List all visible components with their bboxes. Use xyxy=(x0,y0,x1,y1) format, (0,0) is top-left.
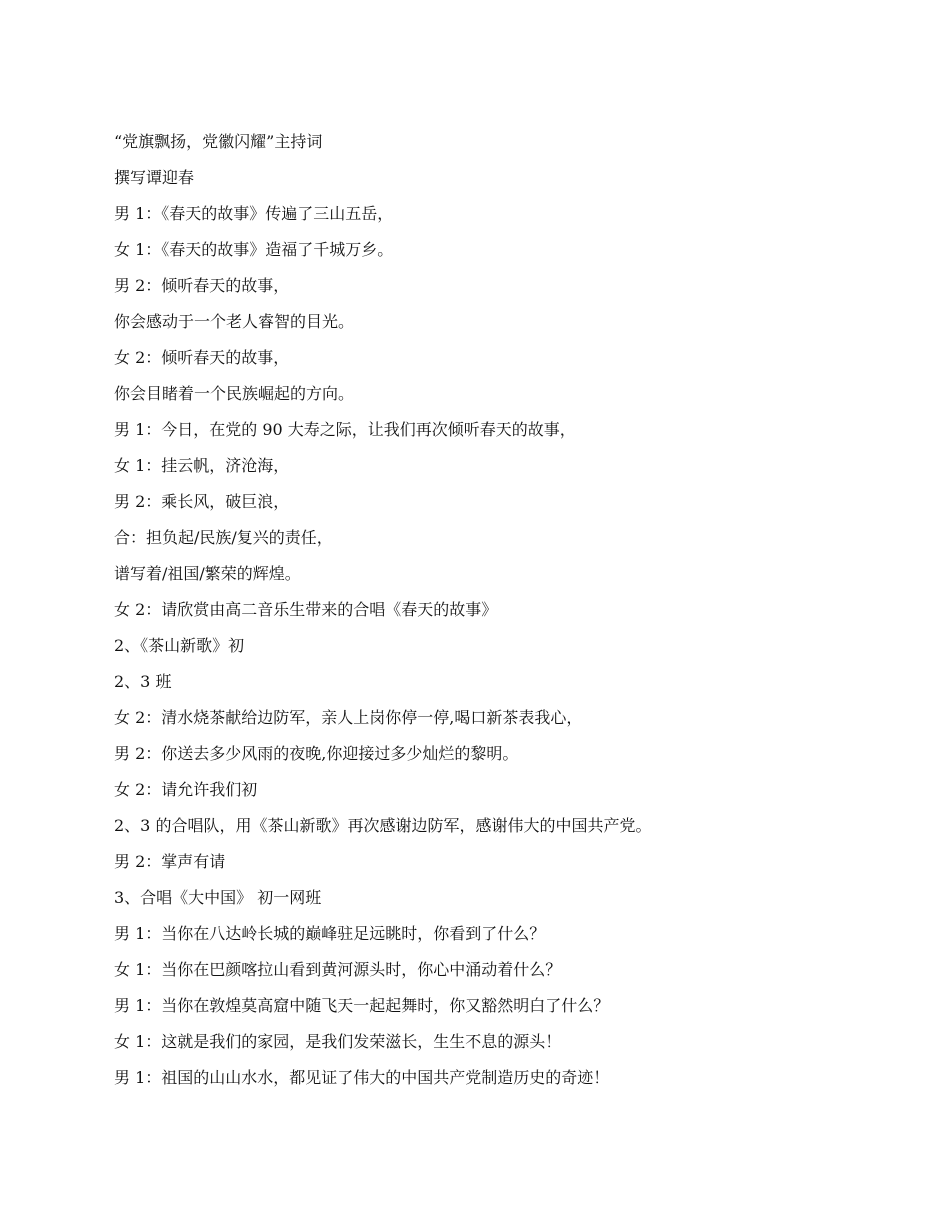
script-line: 男 2：倾听春天的故事， xyxy=(114,276,290,295)
script-line: 2、3 的合唱队，用《茶山新歌》再次感谢边防军，感谢伟大的中国共产党。 xyxy=(114,816,652,835)
script-line: 男 1：《春天的故事》传遍了三山五岳， xyxy=(114,204,394,223)
program-item-class: 2、3 班 xyxy=(114,672,172,691)
script-line: 男 2：乘长风，破巨浪， xyxy=(114,492,290,511)
script-line: 男 1：当你在敦煌莫高窟中随飞天一起起舞时，你又豁然明白了什么？ xyxy=(114,996,610,1015)
script-line: 女 2：清水烧茶献给边防军，亲人上岗你停一停,喝口新茶表我心， xyxy=(114,708,583,727)
script-line: 男 1：今日，在党的 90 大寿之际，让我们再次倾听春天的故事， xyxy=(114,420,576,439)
script-line: 男 2：掌声有请 xyxy=(114,852,226,871)
program-item-heading: 3、合唱《大中国》 初一网班 xyxy=(114,888,322,907)
script-line: 男 2：你送去多少风雨的夜晚,你迎接过多少灿烂的黎明。 xyxy=(114,744,519,763)
script-line: 女 1：《春天的故事》造福了千城万乡。 xyxy=(114,240,394,259)
script-line: 谱写着/祖国/繁荣的辉煌。 xyxy=(114,564,301,583)
script-line: 你会目睹着一个民族崛起的方向。 xyxy=(114,384,355,403)
script-line: 女 1：这就是我们的家园，是我们发荣滋长，生生不息的源头！ xyxy=(114,1032,562,1051)
document-title: “党旗飘扬，党徽闪耀”主持词 xyxy=(114,132,323,151)
script-line: 女 2：倾听春天的故事， xyxy=(114,348,290,367)
script-line: 合：担负起/民族/复兴的责任， xyxy=(114,528,333,547)
author-line: 撰写谭迎春 xyxy=(114,168,195,187)
script-line: 女 2：请允许我们初 xyxy=(114,780,258,799)
script-line: 女 1：当你在巴颜喀拉山看到黄河源头时，你心中涌动着什么？ xyxy=(114,960,562,979)
program-item-heading: 2、《茶山新歌》初 xyxy=(114,636,245,655)
document-body xyxy=(114,124,854,1096)
script-line: 女 1：挂云帆，济沧海， xyxy=(114,456,290,475)
script-line: 你会感动于一个老人睿智的目光。 xyxy=(114,312,355,331)
script-line: 男 1：祖国的山山水水，都见证了伟大的中国共产党制造历史的奇迹！ xyxy=(114,1068,610,1087)
script-line: 男 1：当你在八达岭长城的巅峰驻足远眺时，你看到了什么？ xyxy=(114,924,546,943)
script-line: 女 2：请欣赏由高二音乐生带来的合唱《春天的故事》 xyxy=(114,600,498,619)
